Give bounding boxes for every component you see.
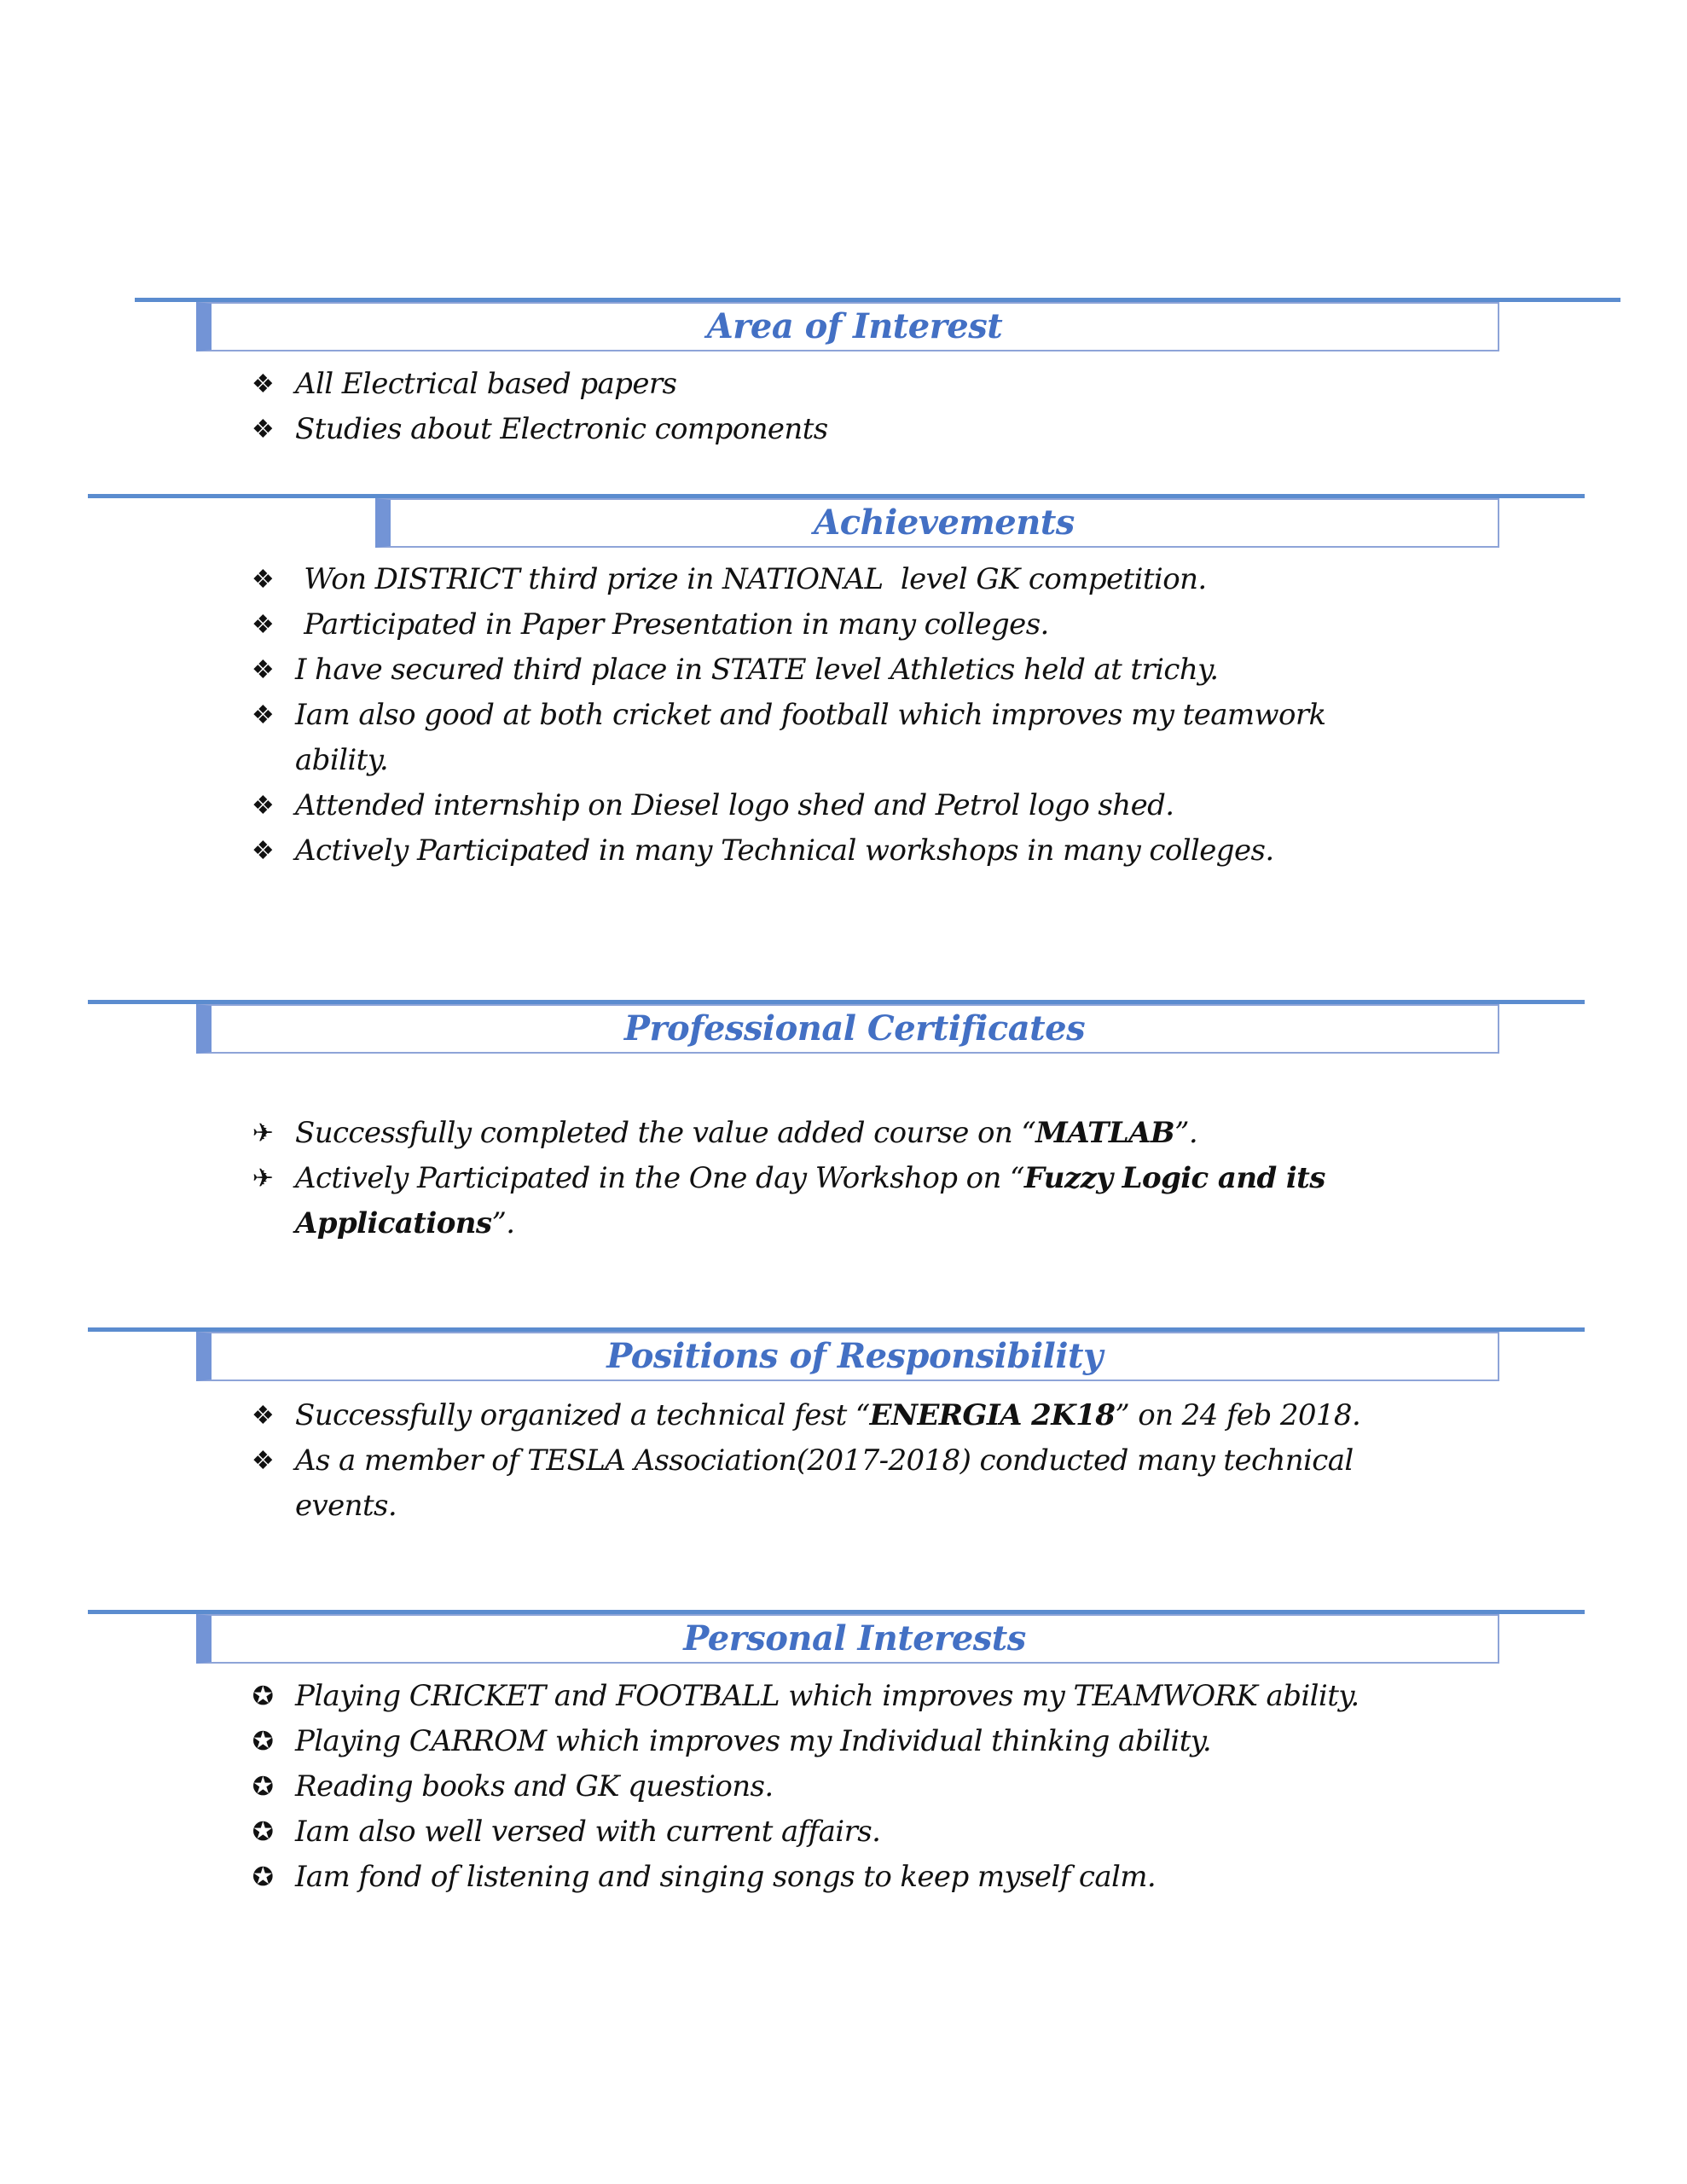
diamond-four-icon: ❖ xyxy=(251,655,275,685)
section-header-professional-certificates xyxy=(196,1004,1499,1054)
list-item: ❖ Actively Participated in many Technical workshops in many colleges. xyxy=(246,828,1421,874)
list-item: ❖ All Electrical based papers xyxy=(246,362,1421,407)
list-item: ✪ Playing CARROM which improves my Individual thinking ability. xyxy=(246,1719,1421,1764)
diamond-four-icon: ❖ xyxy=(251,1446,275,1476)
airplane-icon: ✈ xyxy=(252,1164,274,1194)
diamond-four-icon: ❖ xyxy=(251,565,275,595)
circled-star-icon: ✪ xyxy=(252,1727,274,1757)
diamond-four-icon: ❖ xyxy=(251,836,275,866)
list-item: ❖ Attended internship on Diesel logo shed and Petrol logo shed. xyxy=(246,783,1421,828)
diamond-four-icon: ❖ xyxy=(251,1401,275,1431)
circled-star-icon: ✪ xyxy=(252,1817,274,1847)
list-item: ❖ I have secured third place in STATE level Athletics held at trichy. xyxy=(246,648,1421,693)
circled-star-icon: ✪ xyxy=(252,1862,274,1892)
area-of-interest-list xyxy=(246,362,1421,452)
section-title: Achievements xyxy=(814,502,1075,543)
list-item: ✪ Reading books and GK questions. xyxy=(246,1764,1421,1809)
section-header-achievements xyxy=(375,498,1499,548)
list-item: ✈ Actively Participated in the One day Workshop on “Fuzzy Logic and its Applications”. xyxy=(246,1156,1404,1246)
list-item: ❖ Successfully organized a technical fest “ENERGIA 2K18” on 24 feb 2018. xyxy=(246,1393,1421,1438)
diamond-four-icon: ❖ xyxy=(251,700,275,730)
diamond-four-icon: ❖ xyxy=(251,369,275,399)
circled-star-icon: ✪ xyxy=(252,1772,274,1802)
section-title: Professional Certificates xyxy=(623,1008,1086,1048)
list-item: ❖ Won DISTRICT third prize in NATIONAL level GK competition. xyxy=(246,557,1421,602)
diamond-four-icon: ❖ xyxy=(251,415,275,444)
achievements-list xyxy=(246,557,1421,874)
diamond-four-icon: ❖ xyxy=(251,610,275,640)
section-header-positions-of-responsibility xyxy=(196,1332,1499,1381)
list-item: ✪ Iam fond of listening and singing songs to keep myself calm. xyxy=(246,1855,1421,1900)
list-item: ✪ Playing CRICKET and FOOTBALL which improves my TEAMWORK ability. xyxy=(246,1674,1421,1719)
list-item: ❖ Participated in Paper Presentation in many colleges. xyxy=(246,602,1421,648)
list-item: ❖ Studies about Electronic components xyxy=(246,407,1421,452)
list-item: ❖ Iam also good at both cricket and football which improves my teamwork ability. xyxy=(246,693,1404,783)
airplane-icon: ✈ xyxy=(252,1118,274,1148)
circled-star-icon: ✪ xyxy=(252,1682,274,1711)
list-item: ❖ As a member of TESLA Association(2017-2018) conducted many technical events. xyxy=(246,1438,1404,1529)
personal-interests-list xyxy=(246,1674,1421,1900)
section-header-personal-interests xyxy=(196,1614,1499,1664)
section-title: Area of Interest xyxy=(706,306,1003,346)
section-header-area-of-interest xyxy=(196,302,1499,351)
professional-certificates-list xyxy=(246,1111,1421,1246)
list-item: ✪ Iam also well versed with current affairs. xyxy=(246,1809,1421,1855)
section-title: Positions of Responsibility xyxy=(606,1336,1103,1376)
positions-of-responsibility-list xyxy=(246,1393,1421,1529)
section-title: Personal Interests xyxy=(683,1618,1026,1658)
diamond-four-icon: ❖ xyxy=(251,791,275,821)
list-item: ✈ Successfully completed the value added course on “MATLAB”. xyxy=(246,1111,1421,1156)
